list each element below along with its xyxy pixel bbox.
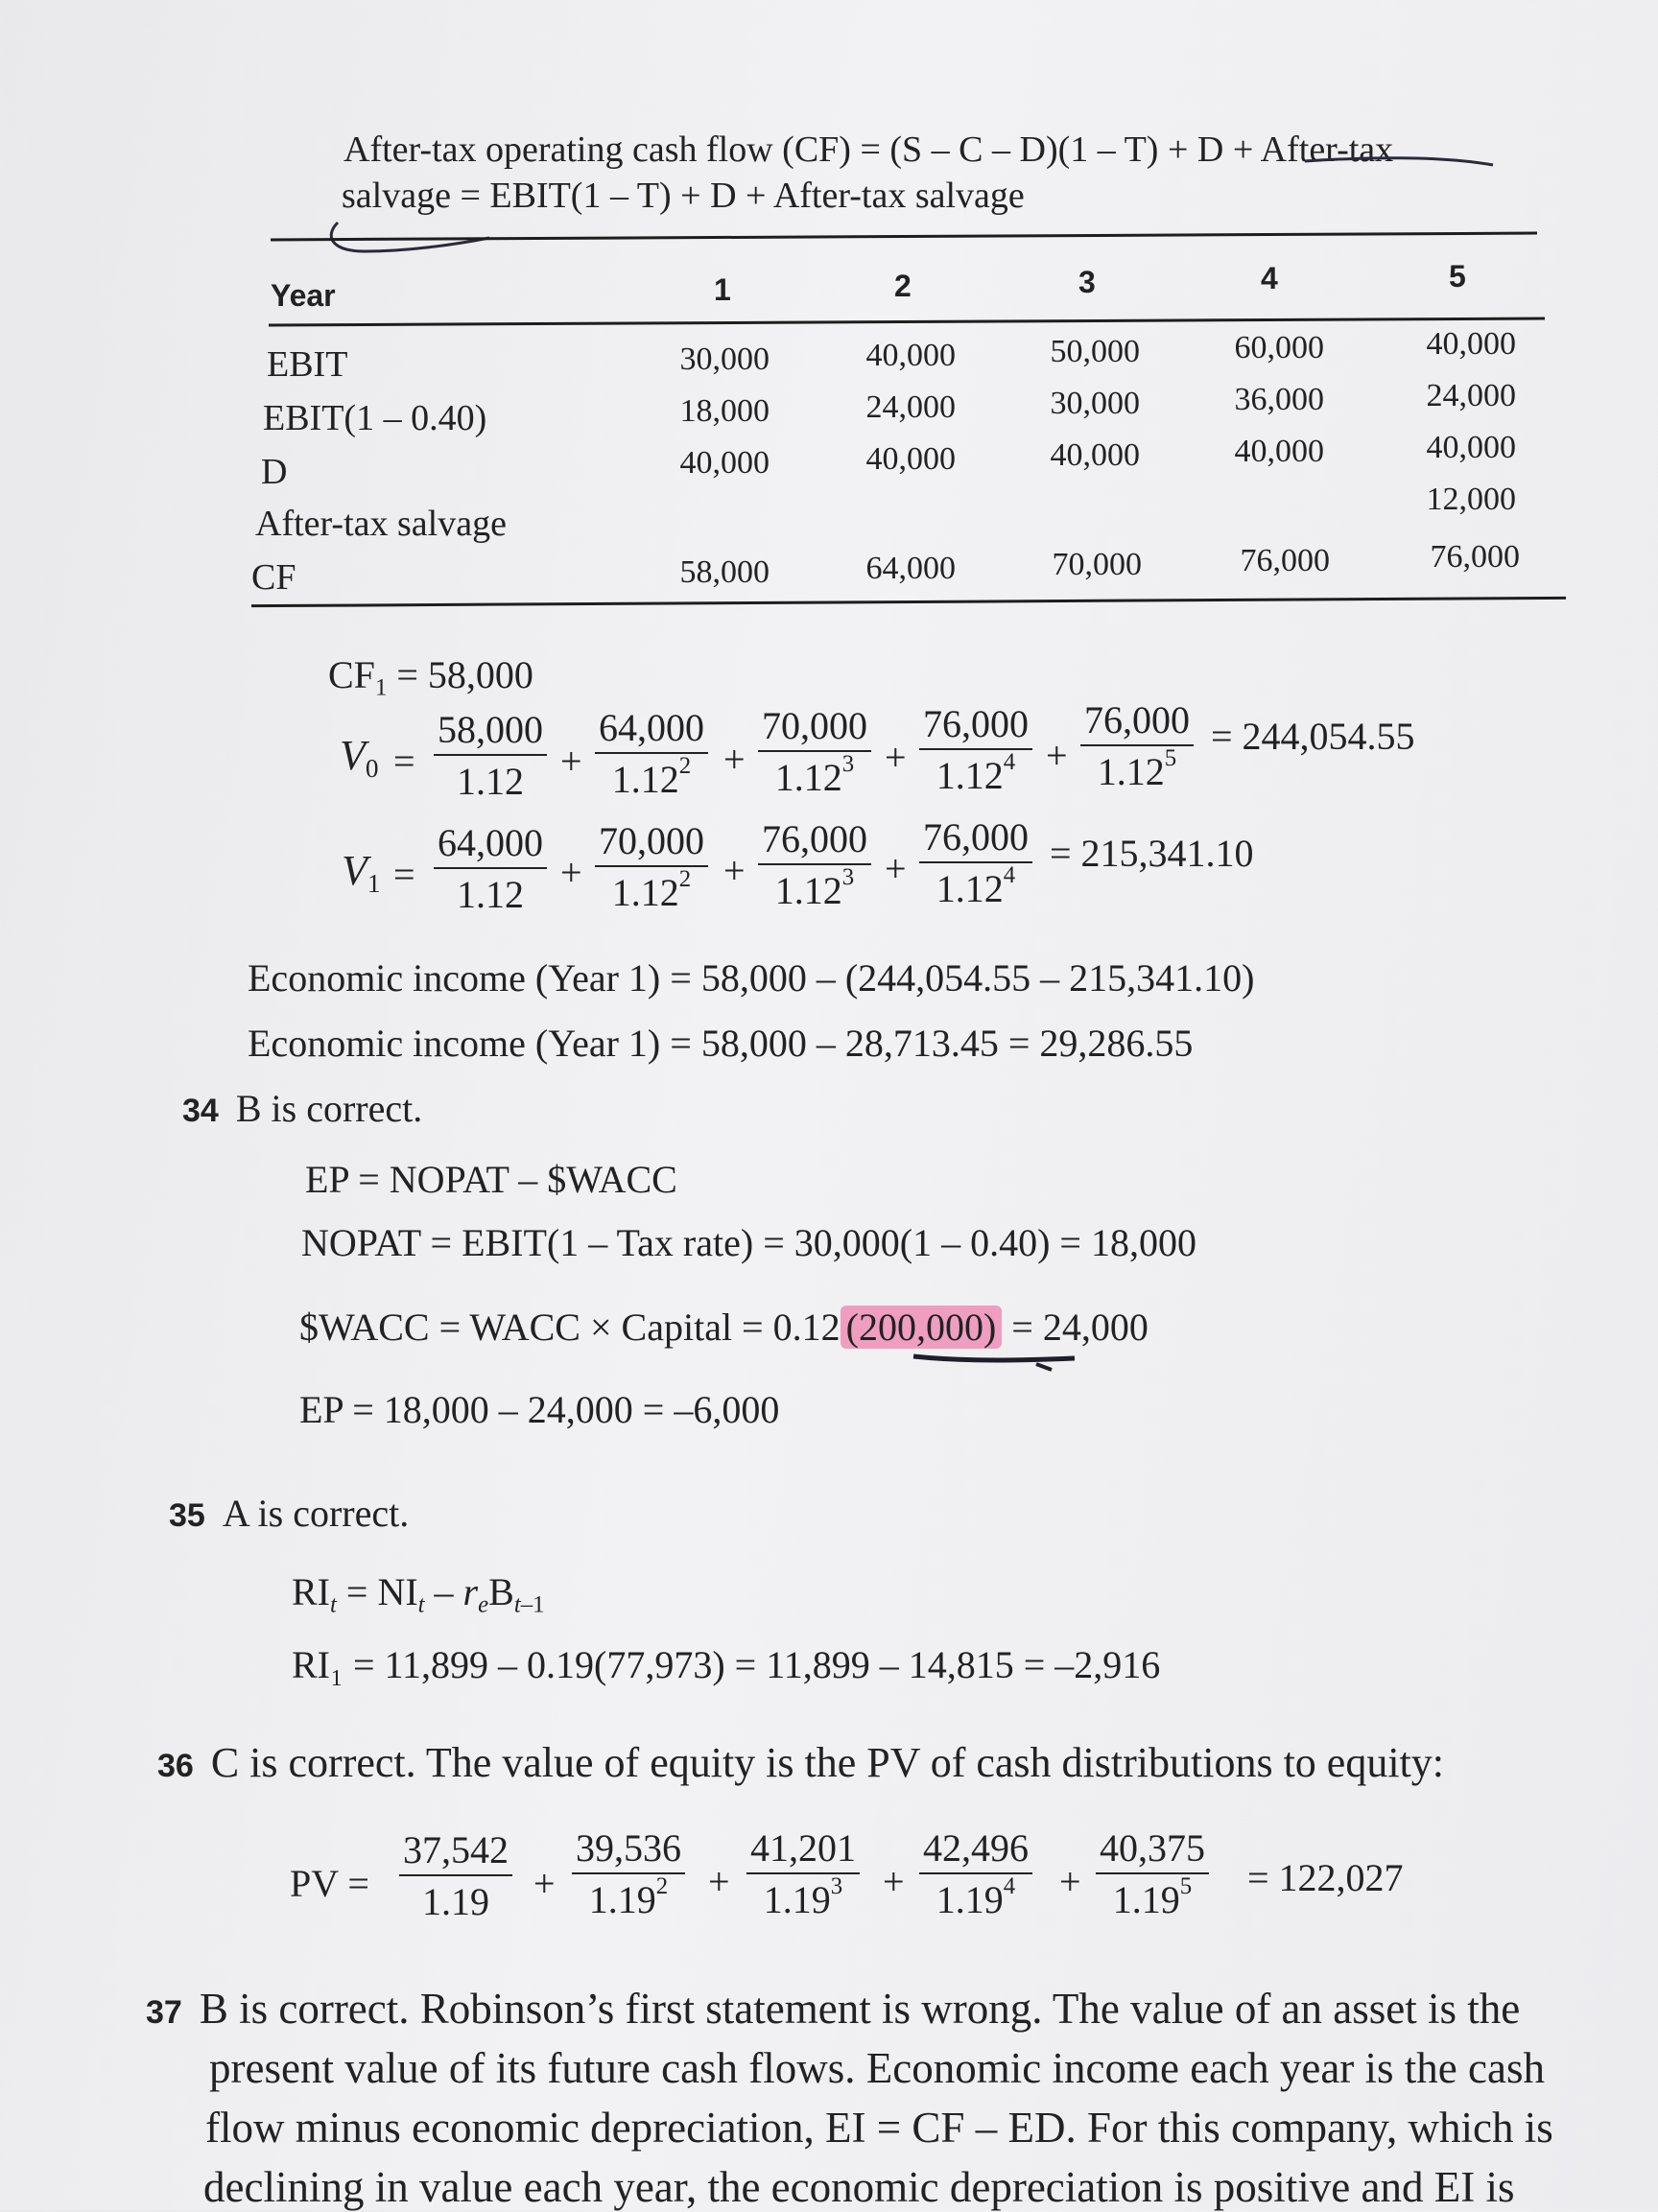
pv-term: $\frac{41,201}{1.19^3}$ xyxy=(746,1824,860,1926)
table-col-header: 1 xyxy=(714,272,731,307)
v1-label: $V_1$ xyxy=(342,847,381,899)
cash-flow-formula-line1: After-tax operating cash flow (CF) = (S – C – D)(1 – T) + D + After-tax xyxy=(343,129,1394,170)
equals-sign: = xyxy=(393,740,415,783)
v1-term: $\frac{64,000}{1.12}$ xyxy=(434,819,547,921)
table-top-rule xyxy=(271,232,1537,242)
table-cell: 76,000 xyxy=(1240,543,1330,578)
table-cell: 58,000 xyxy=(679,554,770,590)
ri1-calculation: RI₁ = 11,899 – 0.19(77,973) = 11,899 – 14,815 = –2,916 xyxy=(292,1643,1161,1686)
table-col-header: 2 xyxy=(894,269,912,303)
table-cell: 24,000 xyxy=(1426,378,1516,413)
pv-term: $\frac{42,496}{1.19^4}$ xyxy=(919,1824,1032,1926)
plus-sign: + xyxy=(723,849,746,892)
question-37-line3: flow minus economic depreciation, EI = CF – ED. For this company, which is xyxy=(205,2104,1553,2152)
table-row-label: EBIT(1 – 0.40) xyxy=(263,398,487,438)
ep-result: EP = 18,000 – 24,000 = –6,000 xyxy=(299,1388,780,1431)
cash-flow-formula-line2: salvage = EBIT(1 – T) + D + After-tax salvage xyxy=(342,176,1025,216)
question-37-line1: 37 B is correct. Robinson’s first statement is wrong. The value of an asset is the xyxy=(146,1985,1521,2033)
question-35-heading: 35 A is correct. xyxy=(169,1492,410,1535)
wacc-formula: $WACC = WACC × Capital = 0.12 (200,000) = 24,000 xyxy=(299,1306,1149,1349)
pv-term: $\frac{40,375}{1.19^5}$ xyxy=(1096,1824,1209,1926)
table-cell: 60,000 xyxy=(1234,330,1324,365)
plus-sign: + xyxy=(883,1860,905,1903)
v0-label: $V_0$ xyxy=(340,732,379,784)
table-cell: 40,000 xyxy=(865,338,956,373)
plus-sign: + xyxy=(723,738,746,781)
economic-income-line1: Economic income (Year 1) = 58,000 – (244,054.55 – 215,341.10) xyxy=(248,956,1255,1000)
v0-term: $\frac{64,000}{1.12^2}$ xyxy=(595,704,708,806)
pv-term: $\frac{37,542}{1.19}$ xyxy=(399,1826,512,1928)
table-cell: 40,000 xyxy=(1426,326,1516,362)
question-34-heading: 34 B is correct. xyxy=(182,1087,423,1130)
v0-term: $\frac{76,000}{1.12^5}$ xyxy=(1080,696,1194,798)
ri-formula: $RI_t = NI_t - r_eB_{t-1}$ xyxy=(292,1570,545,1618)
underline-annotation xyxy=(0,1341,1658,1399)
highlighted-capital: (200,000) xyxy=(841,1306,1003,1349)
plus-sign: + xyxy=(560,740,582,783)
table-row-label: D xyxy=(261,452,288,492)
v1-term: $\frac{70,000}{1.12^2}$ xyxy=(595,817,708,919)
table-cell: 64,000 xyxy=(865,551,956,586)
v0-term: $\frac{70,000}{1.12^3}$ xyxy=(758,702,871,804)
table-cell: 40,000 xyxy=(1234,434,1324,469)
table-col-header: 5 xyxy=(1449,259,1466,294)
table-bottom-rule xyxy=(251,597,1566,607)
v0-term: $\frac{58,000}{1.12}$ xyxy=(434,706,547,808)
table-cell: 40,000 xyxy=(1050,437,1140,473)
question-37-line4: declining in value each year, the economic depreciation is positive and EI is xyxy=(203,2163,1515,2211)
plus-sign: + xyxy=(1046,734,1068,777)
table-cell: 18,000 xyxy=(679,393,770,429)
cf1-equation: $CF_1 = 58,000$ xyxy=(328,653,533,701)
table-header-rule xyxy=(269,318,1545,327)
table-cell: 30,000 xyxy=(1050,386,1140,421)
table-row-label: EBIT xyxy=(267,344,348,385)
nopat-formula: NOPAT = EBIT(1 – Tax rate) = 30,000(1 – 0.40) = 18,000 xyxy=(301,1221,1196,1264)
plus-sign: + xyxy=(708,1860,730,1903)
pv-result: = 122,027 xyxy=(1247,1856,1404,1899)
table-cell: 36,000 xyxy=(1234,382,1324,417)
cf1-value: = 58,000 xyxy=(396,653,533,696)
question-37-line2: present value of its future cash flows. Economic income each year is the cash xyxy=(209,2044,1545,2092)
plus-sign: + xyxy=(560,851,582,894)
plus-sign: + xyxy=(885,736,907,779)
plus-sign: + xyxy=(1059,1860,1081,1903)
v1-term: $\frac{76,000}{1.12^3}$ xyxy=(758,815,871,917)
question-36-heading: 36 C is correct. The value of equity is the PV of cash distributions to equity: xyxy=(157,1739,1445,1786)
table-cell: 70,000 xyxy=(1052,547,1142,582)
v0-result: = 244,054.55 xyxy=(1211,715,1415,758)
table-cell: 40,000 xyxy=(679,445,770,481)
table-row-label: After-tax salvage xyxy=(255,504,507,544)
table-cell: 24,000 xyxy=(865,389,956,425)
equals-sign: = xyxy=(393,853,415,896)
plus-sign: + xyxy=(533,1862,556,1905)
table-col-header: 4 xyxy=(1261,261,1278,295)
pv-label: PV = xyxy=(290,1862,369,1905)
v0-term: $\frac{76,000}{1.12^4}$ xyxy=(919,700,1032,802)
table-cell: 76,000 xyxy=(1430,539,1520,575)
table-row-label: CF xyxy=(251,557,296,598)
table-cell: 50,000 xyxy=(1050,334,1140,369)
ep-formula: EP = NOPAT – $WACC xyxy=(305,1158,677,1201)
table-cell: 30,000 xyxy=(679,341,770,377)
table-cell: 40,000 xyxy=(865,441,956,477)
v1-term: $\frac{76,000}{1.12^4}$ xyxy=(919,813,1032,915)
table-year-header: Year xyxy=(271,278,336,313)
plus-sign: + xyxy=(885,847,907,890)
pv-term: $\frac{39,536}{1.19^2}$ xyxy=(572,1824,685,1926)
table-col-header: 3 xyxy=(1078,265,1096,299)
table-cell: 40,000 xyxy=(1426,430,1516,465)
economic-income-line2: Economic income (Year 1) = 58,000 – 28,713.45 = 29,286.55 xyxy=(248,1022,1194,1065)
v1-result: = 215,341.10 xyxy=(1050,832,1254,875)
table-cell: 12,000 xyxy=(1426,482,1516,517)
